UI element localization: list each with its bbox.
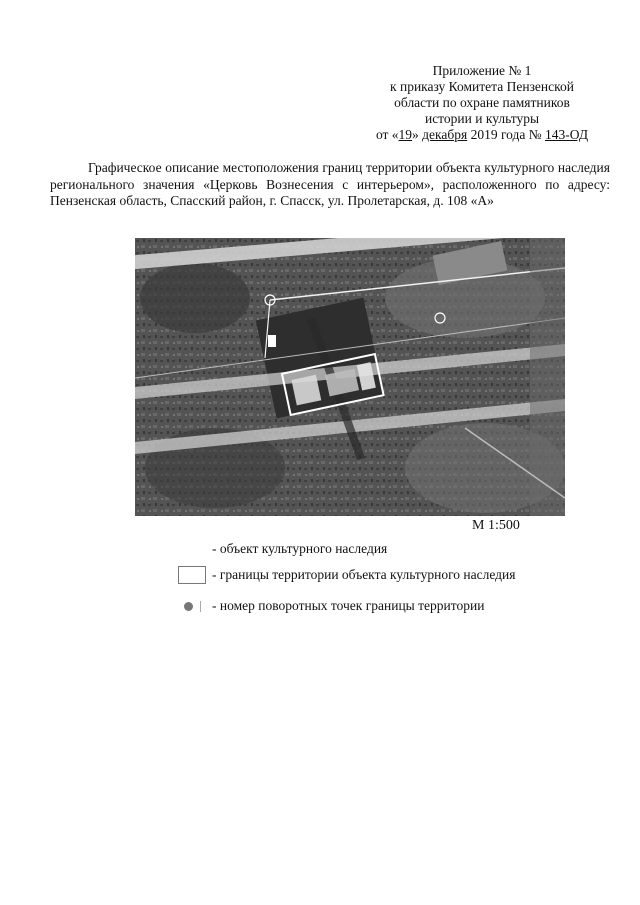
legend-turning-points-label: - номер поворотных точек границы территории [212,598,485,613]
legend-heritage-object [172,541,387,557]
boundary-box-icon [178,566,206,584]
point-number-tick-icon [200,601,201,612]
date-prefix: от « [375,127,399,142]
point-dot-icon [184,602,193,611]
order-month: декабря [422,127,468,142]
date-year: 2019 года № [467,127,546,142]
legend-territory-boundary-label: - границы территории объекта культурного наследия [212,567,516,582]
map-image [135,238,565,516]
legend-territory-boundary [172,566,516,584]
annex-committee-cont: истории и культуры [424,111,540,126]
annex-order-ref: к приказу Комитета Пензенской [390,79,574,94]
annex-date-line [362,127,602,143]
order-number: 143-ОД [545,127,589,142]
legend-turning-points [172,598,484,614]
annex-title: Приложение № 1 [432,63,532,78]
aerial-map [135,238,565,516]
legend-point-symbol [172,601,212,612]
order-day: 19 [398,127,413,142]
legend-boundary-symbol [172,566,212,584]
date-mid: » [412,127,423,142]
map-scale: М 1:500 [472,518,520,533]
annex-header [362,63,602,143]
legend-heritage-object-label: - объект культурного наследия [212,541,388,556]
annex-committee: области по охране памятников [394,95,570,110]
graphic-description: Графическое описание местоположения границ территории объекта культурного наследия регионального значения «Церковь Вознесения с интерьером», расположенного по адресу: Пензенская область, Спасский район, г. Спасск, ул. Пролетарская, д. 108 «А» [50,160,610,208]
